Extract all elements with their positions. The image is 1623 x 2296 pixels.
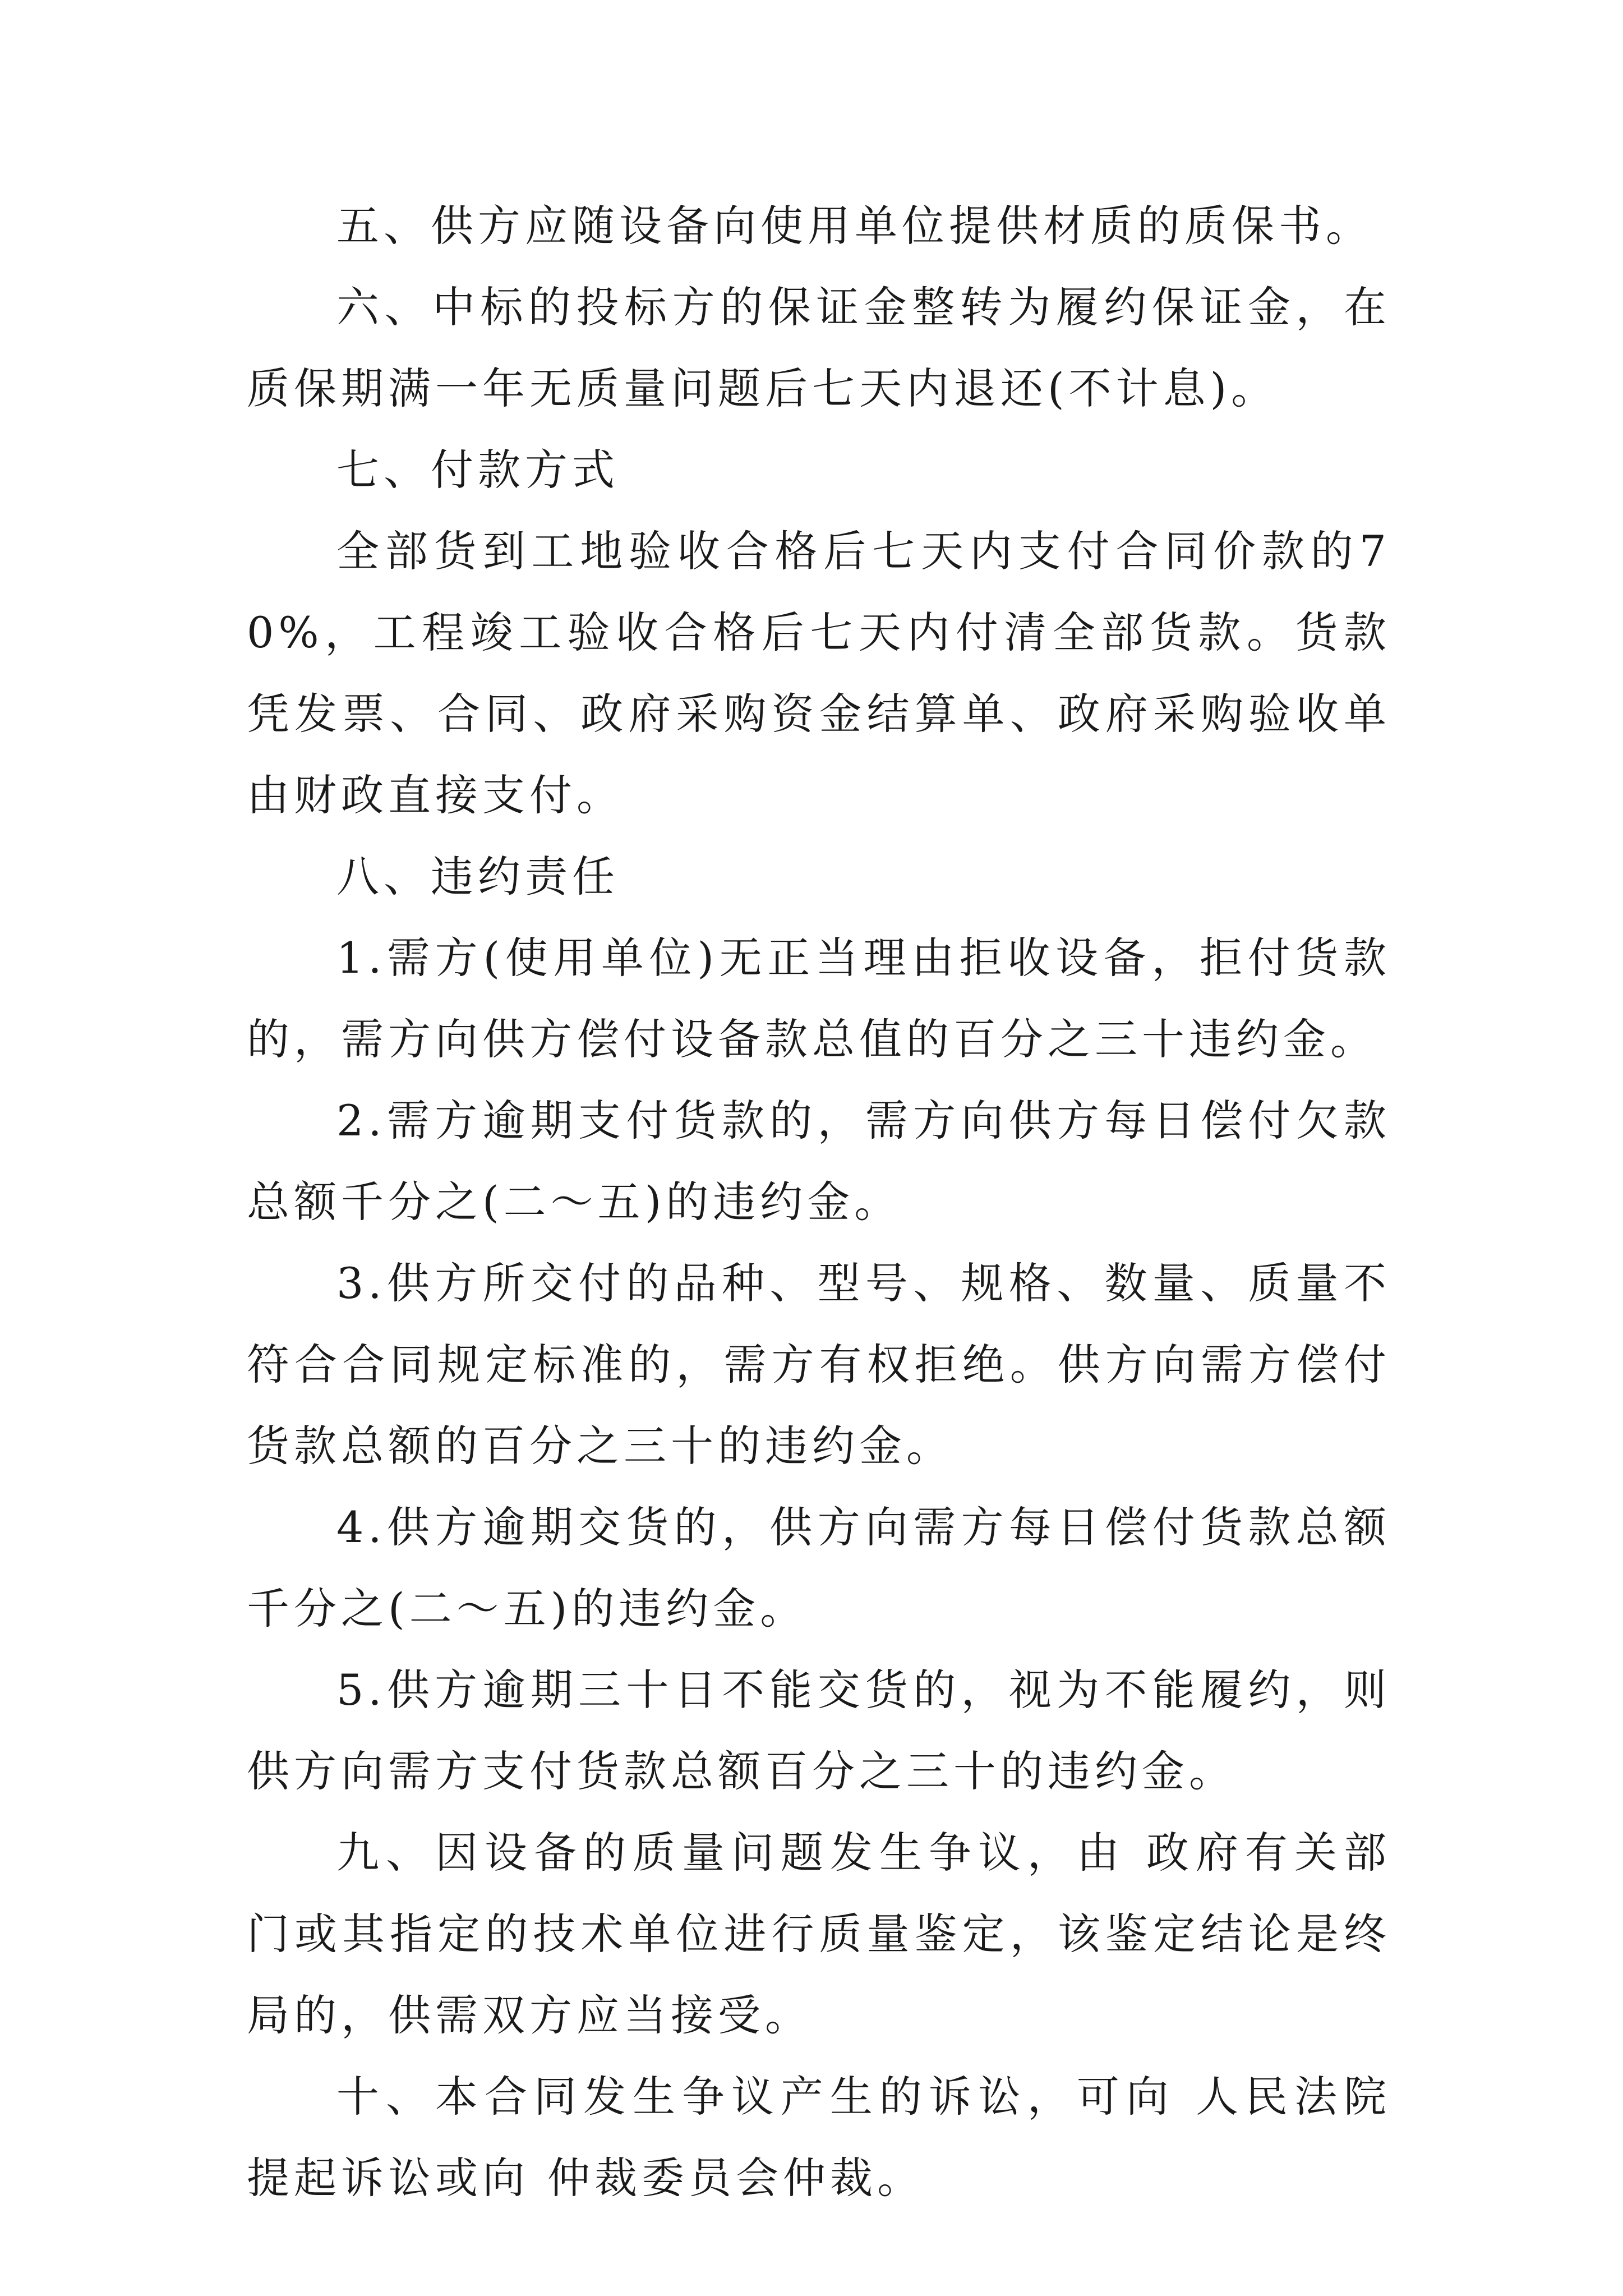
clause-5-quality-certificate: 五、供方应随设备向使用单位提供材质的质保书。 — [336, 201, 1373, 251]
clause-10-litigation: 十、本合同发生争议产生的诉讼，可向 人民法院提起诉讼或向 仲裁委员会仲裁。 — [247, 2072, 1391, 2203]
clause-8-heading: 八、违约责任 — [336, 852, 619, 901]
clause-7-payment-terms: 全部货到工地验收合格后七天内支付合同价款的70%，工程竣工验收合格后七天内付清全部货款。货款凭发票、合同、政府采购资金结算单、政府采购验收单由财政直接支付。 — [247, 526, 1391, 820]
clause-7-heading: 七、付款方式 — [336, 445, 619, 495]
clause-8-item-5: 5.供方逾期三十日不能交货的，视为不能履约，则供方向需方支付货款总额百分之三十的违约金。 — [247, 1665, 1391, 1796]
clause-6-deposit: 六、中标的投标方的保证金整转为履约保证金，在质保期满一年无质量问题后七天内退还(不计息)。 — [247, 282, 1391, 413]
clause-9-disputes-quality: 九、因设备的质量问题发生争议，由 政府有关部门或其指定的技术单位进行质量鉴定，该鉴定结论是终局的，供需双方应当接受。 — [247, 1828, 1391, 2040]
clause-8-item-4: 4.供方逾期交货的，供方向需方每日偿付货款总额千分之(二～五)的违约金。 — [247, 1502, 1391, 1634]
clause-8-item-1: 1.需方(使用单位)无正当理由拒收设备，拒付货款的，需方向供方偿付设备款总值的百分之三十违约金。 — [247, 933, 1391, 1064]
clause-8-item-3: 3.供方所交付的品种、型号、规格、数量、质量不符合合同规定标准的，需方有权拒绝。供方向需方偿付货款总额的百分之三十的违约金。 — [247, 1258, 1391, 1471]
clause-8-item-2: 2.需方逾期支付货款的，需方向供方每日偿付欠款总额千分之(二～五)的违约金。 — [247, 1096, 1391, 1227]
contract-text — [247, 185, 1391, 2219]
